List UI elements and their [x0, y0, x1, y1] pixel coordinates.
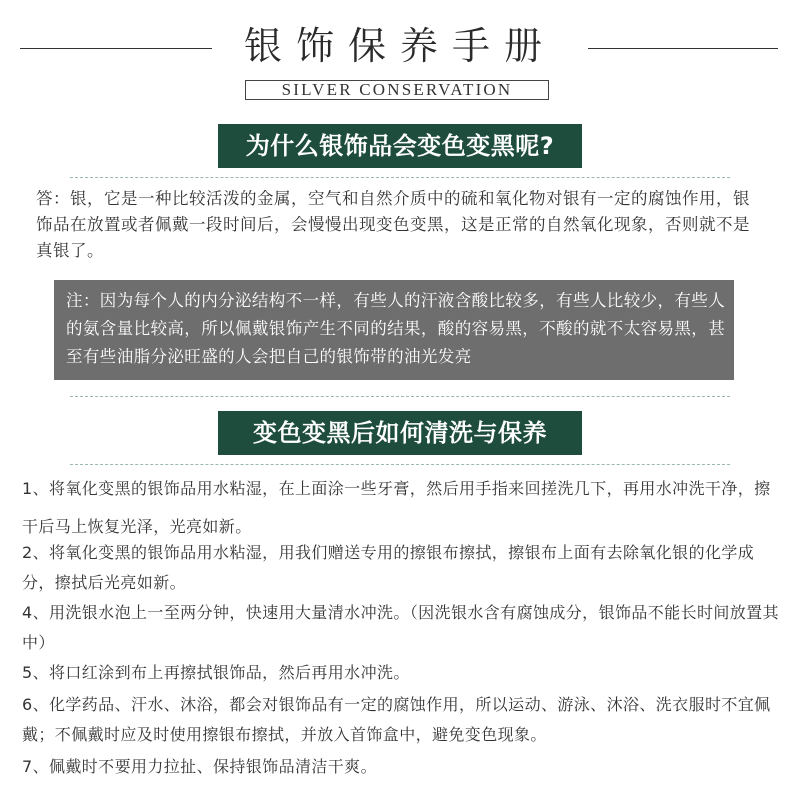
section-heading-why-tarnish: 为什么银饰品会变色变黑呢? — [218, 124, 582, 168]
answer-paragraph: 答：银，它是一种比较活泼的金属，空气和自然介质中的硫和氧化物对银有一定的腐蚀作用，银饰品在放置或者佩戴一段时间后，会慢慢出现变色变黑，这是正常的自然氧化现象，否则就不是真银了。 — [36, 189, 750, 260]
list-item: 5、将口红涂到布上再擦拭银饰品，然后再用水冲洗。 — [22, 663, 410, 682]
list-item: 2、将氧化变黑的银饰品用水粘湿，用我们赠送专用的擦银布擦拭，擦银布上面有去除氧化银的化学成分，擦拭后光亮如新。 — [22, 543, 755, 592]
note-paragraph: 注：因为每个人的内分泌结构不一样，有些人的汗液含酸比较多，有些人比较少，有些人的氨含量比较高，所以佩戴银饰产生不同的结果，酸的容易黑，不酸的就不太容易黑，甚至有些油脂分泌旺盛的人会把自己的银饰带的油光发亮 — [66, 291, 726, 366]
divider — [70, 464, 730, 465]
page-title: 银饰保养手册 — [243, 24, 556, 68]
list-item: 6、化学药品、汗水、沐浴，都会对银饰品有一定的腐蚀作用，所以运动、游泳、沐浴、洗衣服时不宜佩戴；不佩戴时应及时使用擦银布擦拭，并放入首饰盒中，避免变色现象。 — [22, 695, 771, 744]
list-item: 7、佩戴时不要用力拉扯、保持银饰品清洁干爽。 — [22, 757, 377, 776]
divider — [70, 396, 730, 397]
section-heading-cleaning: 变色变黑后如何清洗与保养 — [218, 411, 582, 455]
divider — [70, 177, 730, 178]
page-subtitle: SILVER CONSERVATION — [245, 80, 549, 100]
list-item: 1、将氧化变黑的银饰品用水粘湿，在上面涂一些牙膏，然后用手指来回搓洗几下，再用水冲洗干净，擦干后马上恢复光泽，光亮如新。 — [22, 479, 771, 536]
list-item: 4、用洗银水泡上一至两分钟，快速用大量清水冲洗。（因洗银水含有腐蚀成分，银饰品不能长时间放置其中） — [22, 603, 779, 652]
